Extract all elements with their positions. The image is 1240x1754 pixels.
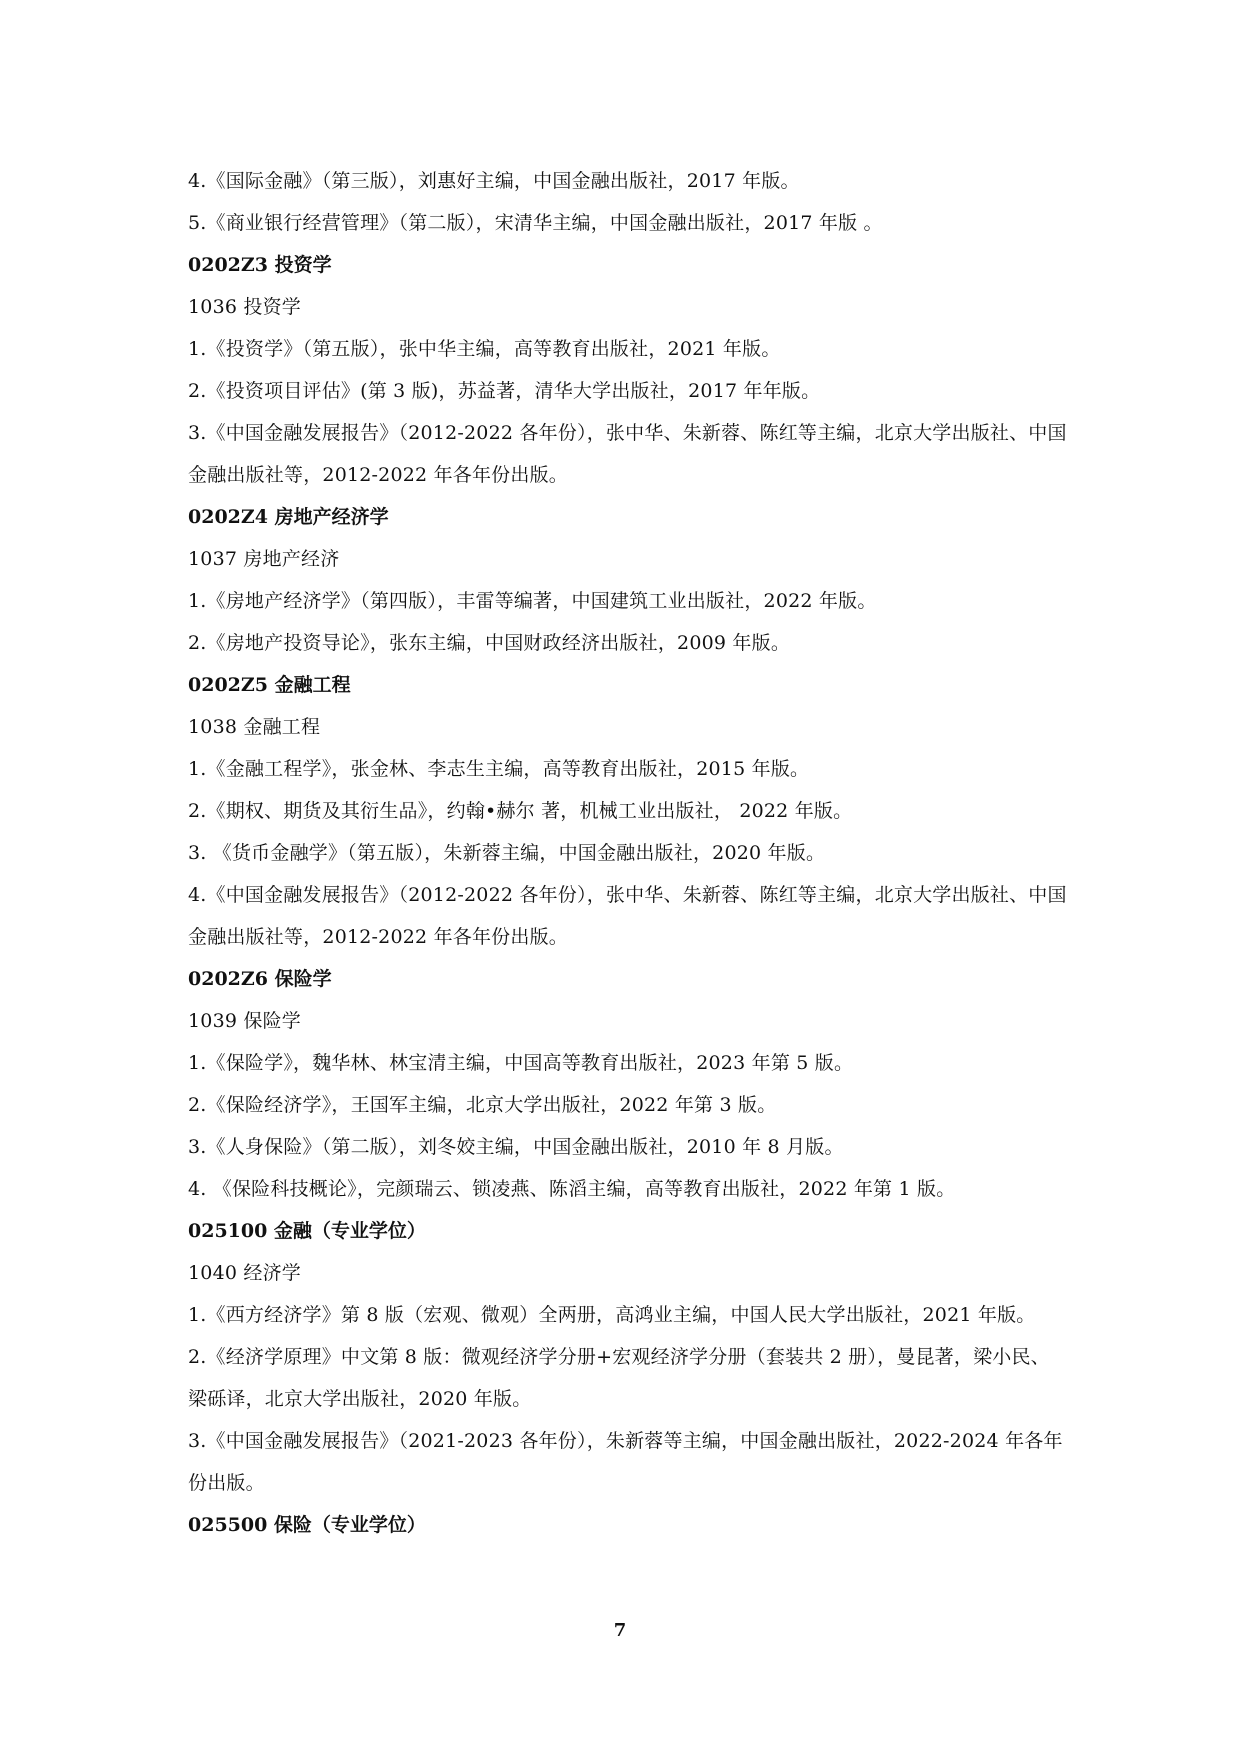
reference-item: 1.《保险学》，魏华林、林宝清主编，中国高等教育出版社，2023 年第 5 版。 <box>188 1052 854 1074</box>
exam-subject: 1036 投资学 <box>188 296 301 318</box>
reference-item: 4.《中国金融发展报告》（2012-2022 各年份），张中华、朱新蓉、陈红等主编，北京大学出版社、中国金融出版社等，2012-2022 年各年份出版。 <box>188 884 1067 948</box>
reference-item: 4.《国际金融》（第三版），刘惠好主编，中国金融出版社，2017 年版。 <box>188 170 800 192</box>
page-content <box>188 160 1068 1546</box>
reference-item: 5.《商业银行经营管理》（第二版），宋清华主编，中国金融出版社，2017 年版 。 <box>188 212 883 234</box>
reference-item: 3.《中国金融发展报告》（2021-2023 各年份），朱新蓉等主编，中国金融出版社，2022-2024 年各年份出版。 <box>188 1430 1063 1494</box>
reference-item: 2.《保险经济学》，王国军主编，北京大学出版社，2022 年第 3 版。 <box>188 1094 777 1116</box>
reference-item: 1.《投资学》（第五版），张中华主编，高等教育出版社，2021 年版。 <box>188 338 781 360</box>
reference-item: 4. 《保险科技概论》，完颜瑞云、锁凌燕、陈滔主编，高等教育出版社，2022 年第 1 版。 <box>188 1178 956 1200</box>
section-heading: 025100 金融（专业学位） <box>188 1220 426 1242</box>
section-heading: 0202Z4 房地产经济学 <box>188 506 389 528</box>
exam-subject: 1039 保险学 <box>188 1010 301 1032</box>
reference-item: 1.《金融工程学》，张金林、李志生主编，高等教育出版社，2015 年版。 <box>188 758 810 780</box>
page-number: 7 <box>613 1620 627 1641</box>
reference-item: 3.《中国金融发展报告》（2012-2022 各年份），张中华、朱新蓉、陈红等主编，北京大学出版社、中国金融出版社等，2012-2022 年各年份出版。 <box>188 422 1067 486</box>
reference-item: 2.《经济学原理》中文第 8 版：微观经济学分册+宏观经济学分册（套装共 2 册），曼昆著，梁小民、梁砾译，北京大学出版社，2020 年版。 <box>188 1346 1050 1410</box>
reference-item: 2.《房地产投资导论》，张东主编，中国财政经济出版社，2009 年版。 <box>188 632 791 654</box>
reference-item: 2.《投资项目评估》(第 3 版)，苏益著，清华大学出版社，2017 年年版。 <box>188 380 821 402</box>
section-heading: 0202Z6 保险学 <box>188 968 332 990</box>
section-heading: 0202Z3 投资学 <box>188 254 332 276</box>
exam-subject: 1038 金融工程 <box>188 716 321 738</box>
section-heading: 025500 保险（专业学位） <box>188 1514 426 1536</box>
section-heading: 0202Z5 金融工程 <box>188 674 351 696</box>
reference-item: 2.《期权、期货及其衍生品》，约翰•赫尔 著，机械工业出版社， 2022 年版。 <box>188 800 853 822</box>
exam-subject: 1037 房地产经济 <box>188 548 340 570</box>
exam-subject: 1040 经济学 <box>188 1262 301 1284</box>
reference-item: 3. 《货币金融学》（第五版），朱新蓉主编，中国金融出版社，2020 年版。 <box>188 842 826 864</box>
reference-item: 1.《房地产经济学》（第四版），丰雷等编著，中国建筑工业出版社，2022 年版。 <box>188 590 877 612</box>
reference-item: 1.《西方经济学》第 8 版（宏观、微观）全两册，高鸿业主编，中国人民大学出版社，2021 年版。 <box>188 1304 1036 1326</box>
reference-item: 3.《人身保险》（第二版），刘冬姣主编，中国金融出版社，2010 年 8 月版。 <box>188 1136 844 1158</box>
